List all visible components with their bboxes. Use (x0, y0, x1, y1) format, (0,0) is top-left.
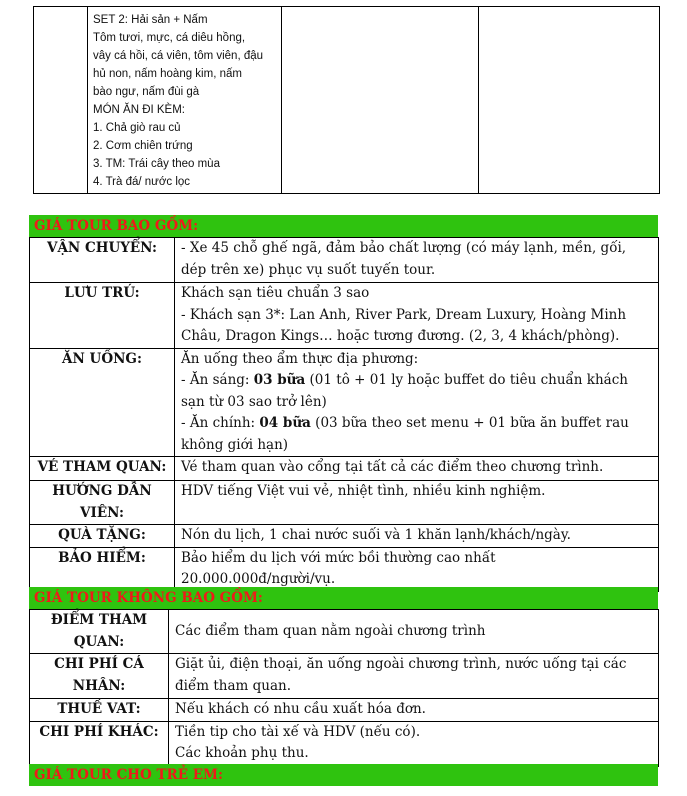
children-header: GIÁ TOUR CHO TRẺ EM: (29, 764, 658, 786)
table-row (30, 481, 659, 525)
table-row (30, 721, 659, 766)
meals-value: Ăn uống theo ẩm thực địa phương: - Ăn sáng: 03 bữa (01 tô + 01 ly hoặc buffet do tiêu chuẩn khách sạn từ 03 sao trở lên) - Ăn chính: 04 bữa (03 bữa theo set menu + 01 bữa ăn buffet rau không giới hạn) (175, 348, 659, 457)
vat-label: THUẾ VAT: (30, 699, 169, 722)
insurance-value: Bảo hiểm du lịch với mức bồi thường cao nhất 20.000.000đ/người/vụ. (175, 547, 659, 591)
menu-col-divider-2 (281, 7, 282, 193)
side-dishes-heading: MÓN ĂN ĐI KÈM: (93, 104, 186, 116)
gifts-value: Nón du lịch, 1 chai nước suối và 1 khăn lạnh/khách/ngày. (175, 525, 659, 548)
sights-label: ĐIỂM THAM QUAN: (30, 610, 169, 654)
table-row (30, 654, 659, 699)
included-header: GIÁ TOUR BAO GỒM: (29, 215, 658, 237)
menu-table (33, 6, 660, 194)
other-label: CHI PHÍ KHÁC: (30, 721, 169, 766)
menu-item: bào ngư, nấm đùi gà (93, 86, 200, 98)
transport-label: VẬN CHUYỂN: (30, 238, 175, 283)
side-dish-item: 4. Trà đá/ nước lọc (93, 176, 191, 188)
guide-label: HƯỚNG DẪN VIÊN: (30, 481, 175, 525)
table-row (30, 610, 659, 654)
meals-label: ĂN UỐNG: (30, 348, 175, 457)
menu-col-divider-3 (478, 7, 479, 193)
vat-value: Nếu khách có nhu cầu xuất hóa đơn. (169, 699, 659, 722)
sights-value: Các điểm tham quan nằm ngoài chương trình (169, 610, 659, 654)
table-row (30, 348, 659, 457)
menu-set-cell (93, 11, 279, 191)
side-dish-item: 1. Chả giò rau củ (93, 122, 181, 134)
menu-set-title: SET 2: Hải sản + Nấm (93, 14, 208, 26)
accommodation-label: LƯU TRÚ: (30, 283, 175, 349)
tickets-label: VÉ THAM QUAN: (30, 457, 175, 481)
gifts-label: QUÀ TẶNG: (30, 525, 175, 548)
table-row (30, 238, 659, 283)
side-dish-item: 3. TM: Trái cây theo mùa (93, 158, 220, 170)
transport-value: - Xe 45 chỗ ghế ngã, đảm bảo chất lượng (có máy lạnh, mền, gối, dép trên xe) phục vụ suốt tuyến tour. (175, 238, 659, 283)
side-dish-item: 2. Cơm chiên trứng (93, 140, 193, 152)
menu-item: hủ non, nấm hoàng kim, nấm (93, 68, 242, 80)
menu-item: Tôm tươi, mực, cá diêu hồng, (93, 32, 246, 44)
guide-value: HDV tiếng Việt vui vẻ, nhiệt tình, nhiều kinh nghiệm. (175, 481, 659, 525)
personal-label: CHI PHÍ CÁ NHÂN: (30, 654, 169, 699)
table-row (30, 283, 659, 349)
excluded-header: GIÁ TOUR KHÔNG BAO GỒM: (29, 587, 658, 609)
table-row (30, 457, 659, 481)
insurance-label: BẢO HIỂM: (30, 547, 175, 591)
other-value: Tiền tip cho tài xế và HDV (nếu có). Các khoản phụ thu. (169, 721, 659, 766)
table-row (30, 699, 659, 722)
menu-col-divider-1 (87, 7, 88, 193)
accommodation-value: Khách sạn tiêu chuẩn 3 sao - Khách sạn 3*: Lan Anh, River Park, Dream Luxury, Hoàng Minh Châu, Dragon Kings… hoặc tương đương. (2, 3, 4 khách/phòng). (175, 283, 659, 349)
menu-item: vây cá hồi, cá viên, tôm viên, đậu (93, 50, 264, 62)
personal-value: Giặt ủi, điện thoại, ăn uống ngoài chương trình, nước uống tại các điểm tham quan. (169, 654, 659, 699)
table-row (30, 525, 659, 548)
tickets-value: Vé tham quan vào cổng tại tất cả các điểm theo chương trình. (175, 457, 659, 481)
excluded-table (29, 609, 659, 767)
table-row (30, 547, 659, 591)
included-table (29, 237, 659, 592)
